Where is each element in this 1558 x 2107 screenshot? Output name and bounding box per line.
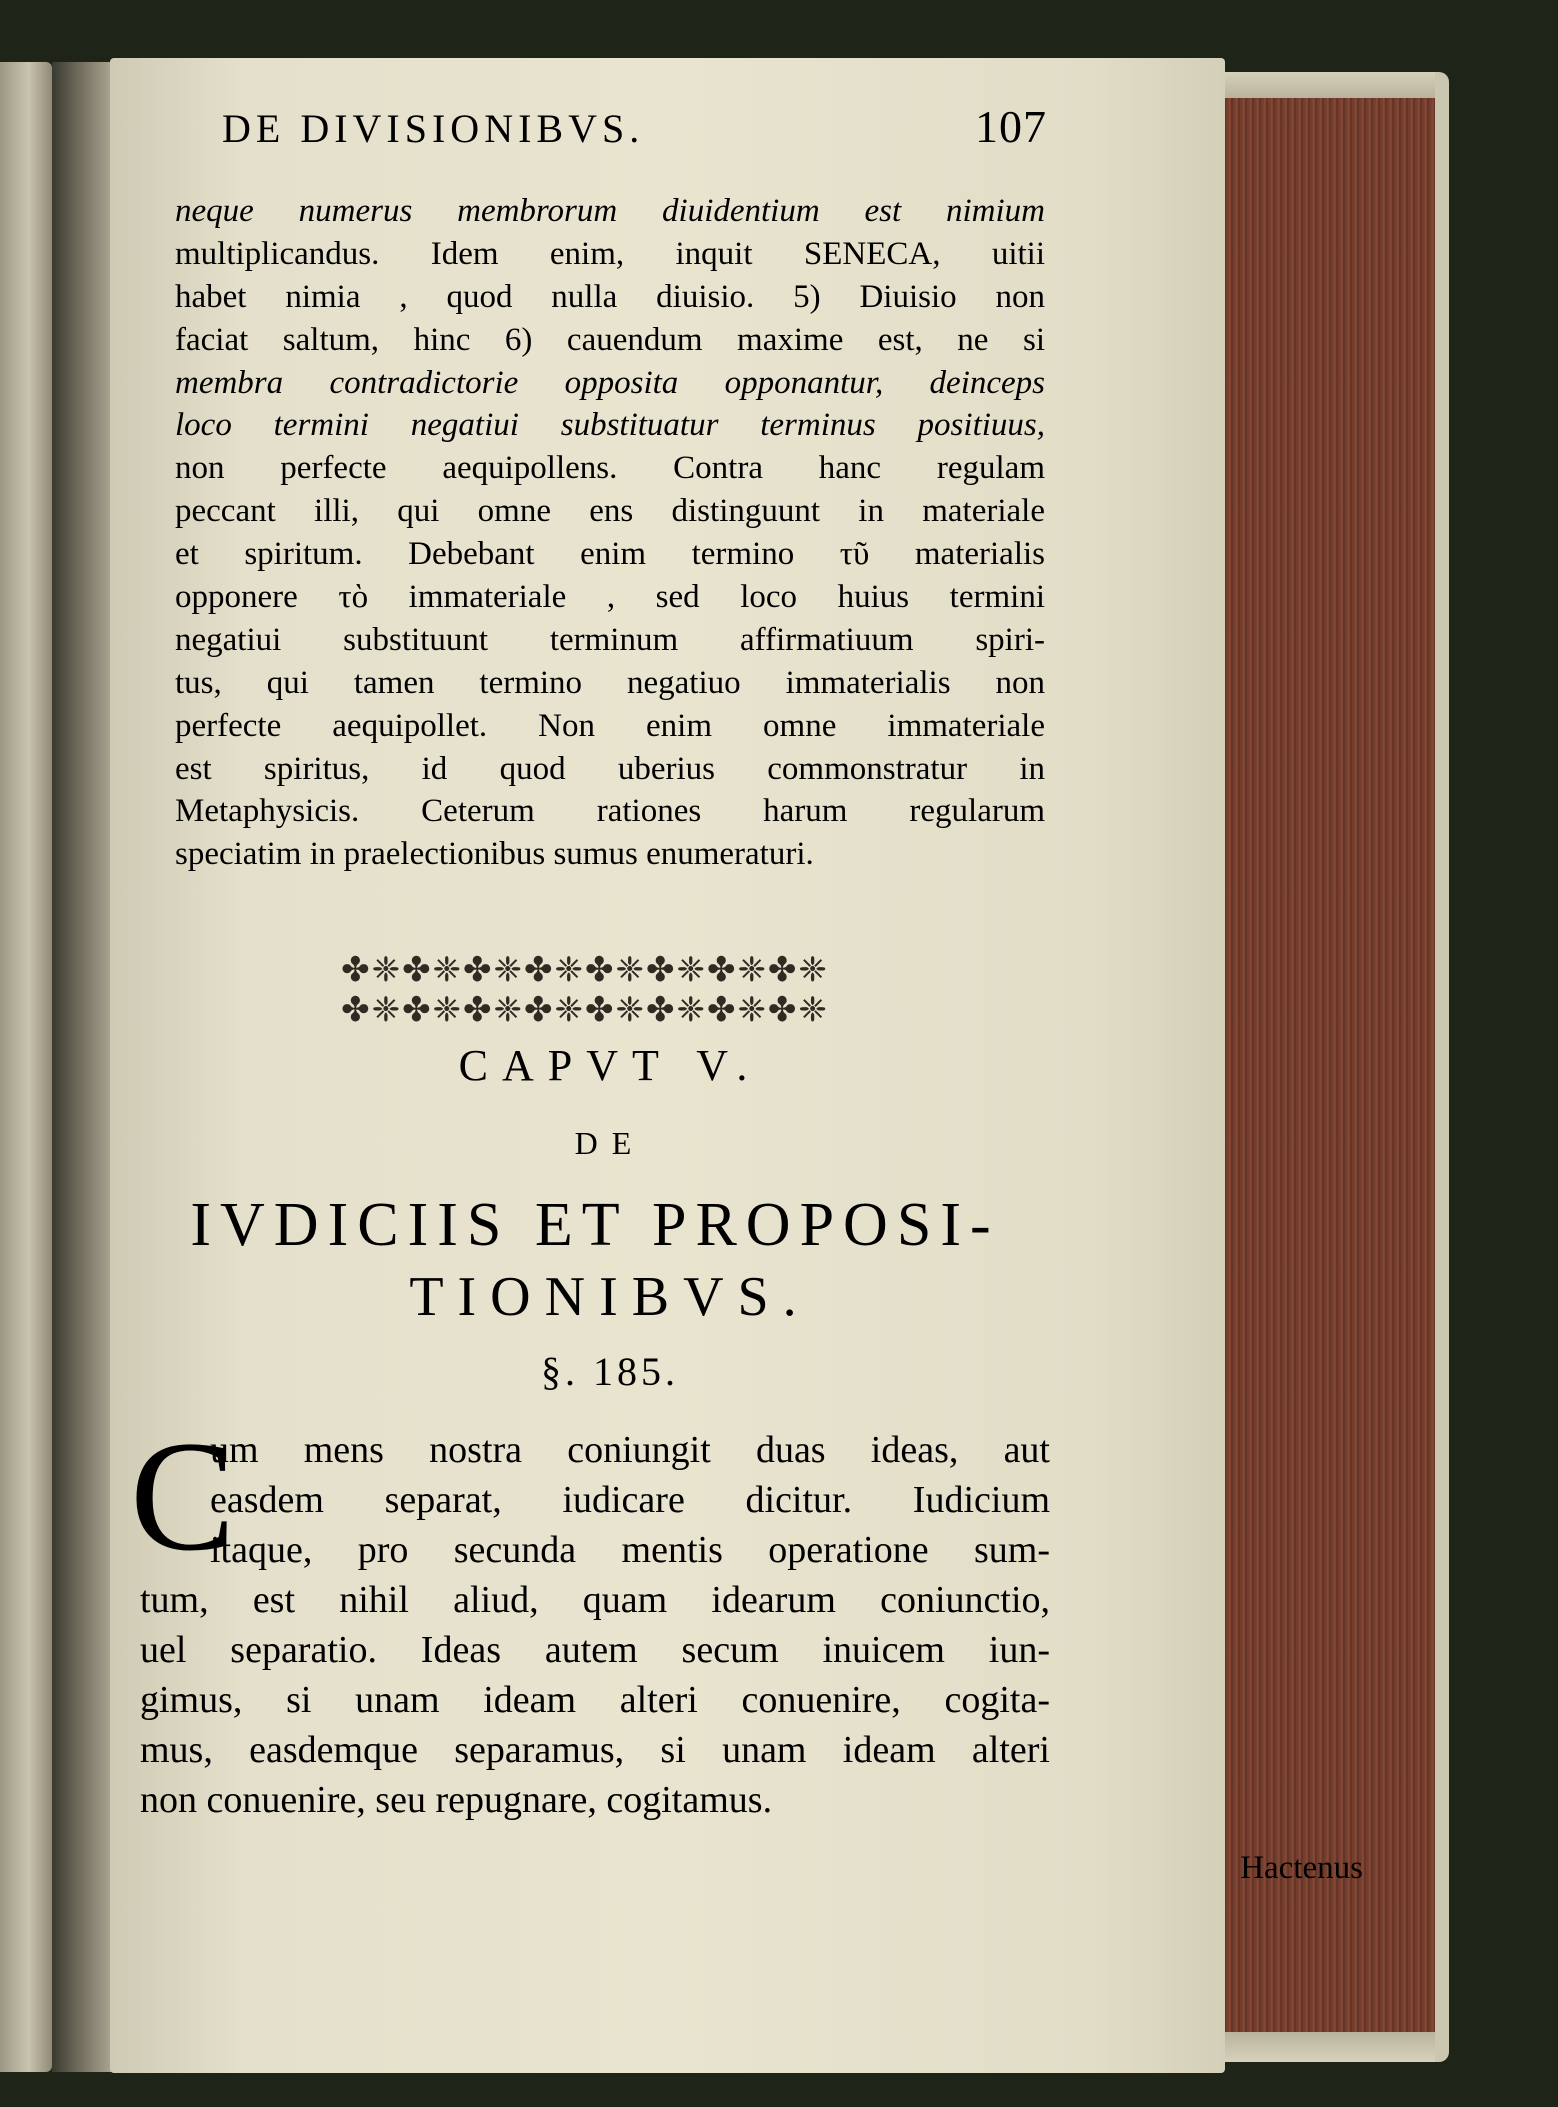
chapter-number: CAPVT V.	[458, 1041, 762, 1090]
text-line: est spiritus, id quod uberius commonstratur in	[175, 750, 1045, 787]
text-line: mus, easdemque separamus, si unam ideam alteri	[140, 1729, 1050, 1771]
running-header	[222, 100, 1047, 153]
text-line: multiplicandus. Idem enim, inquit SENECA, uitii	[175, 235, 1045, 272]
text-line: tum, est nihil aliud, quam idearum coniunctio,	[140, 1579, 1050, 1621]
section-number: §. 185.	[541, 1349, 679, 1394]
running-title: DE DIVISIONIBVS.	[222, 106, 645, 151]
text-line: non perfecte aequipollens. Contra hanc regulam	[175, 450, 1045, 487]
text-line: um mens nostra coniungit duas ideas, aut	[210, 1429, 1050, 1471]
text-line: loco termini negatiui substituatur terminus positiuus,	[175, 407, 1045, 444]
text-line: itaque, pro secunda mentis operatione sum-	[210, 1529, 1050, 1571]
text-line: Metaphysicis. Ceterum rationes harum regularum	[175, 793, 1045, 830]
text-line: et spiritum. Debebant enim termino τῦ materialis	[175, 536, 1045, 573]
text-line: speciatim in praelectionibus sumus enumeraturi.	[175, 836, 814, 873]
text-line: negatiui substituunt terminum affirmatiuum spiri-	[175, 621, 1045, 658]
text-line: perfecte aequipollet. Non enim omne immateriale	[175, 707, 1045, 744]
text-line: habet nimia , quod nulla diuisio. 5) Diuisio non	[175, 278, 1045, 315]
text-line: easdem separat, iudicare dicitur. Iudicium	[210, 1479, 1050, 1521]
facing-page-edge	[0, 62, 52, 2072]
text-line: tus, qui tamen termino negatiuo immaterialis non	[175, 664, 1045, 701]
text-line: membra contradictorie opposita opponantur, deinceps	[175, 364, 1045, 401]
chapter-title-line-1: IVDICIIS ET PROPOSI-	[190, 1191, 1000, 1259]
text-line: non conuenire, seu repugnare, cogitamus.	[140, 1779, 773, 1821]
catchword: Hactenus	[1240, 1850, 1363, 1886]
text-line: opponere τὸ immateriale , sed loco huius termini	[175, 579, 1045, 616]
page-number: 107	[975, 101, 1047, 152]
text-line: neque numerus membrorum diuidentium est nimium	[175, 193, 1045, 229]
ornament-rule: ✤❈✤❈✤❈✤❈✤❈✤❈✤❈✤❈ ✤❈✤❈✤❈✤❈✤❈✤❈✤❈✤❈	[341, 952, 829, 1029]
fore-edge	[1220, 72, 1449, 2062]
drop-cap: C	[130, 1409, 236, 1584]
text-line: gimus, si unam ideam alteri conuenire, cogita-	[140, 1679, 1050, 1721]
text-line: faciat saltum, hinc 6) cauendum maxime est, ne si	[175, 321, 1045, 358]
book-gutter	[52, 62, 118, 2072]
body-text	[175, 190, 1045, 876]
chapter-title-line-2: TIONIBVS.	[409, 1266, 811, 1328]
text-line: peccant illi, qui omne ens distinguunt in materiale	[175, 493, 1045, 530]
text-line: uel separatio. Ideas autem secum inuicem iun-	[140, 1629, 1050, 1671]
paragraph	[140, 1425, 1050, 1825]
chapter-de: DE	[574, 1125, 646, 1161]
